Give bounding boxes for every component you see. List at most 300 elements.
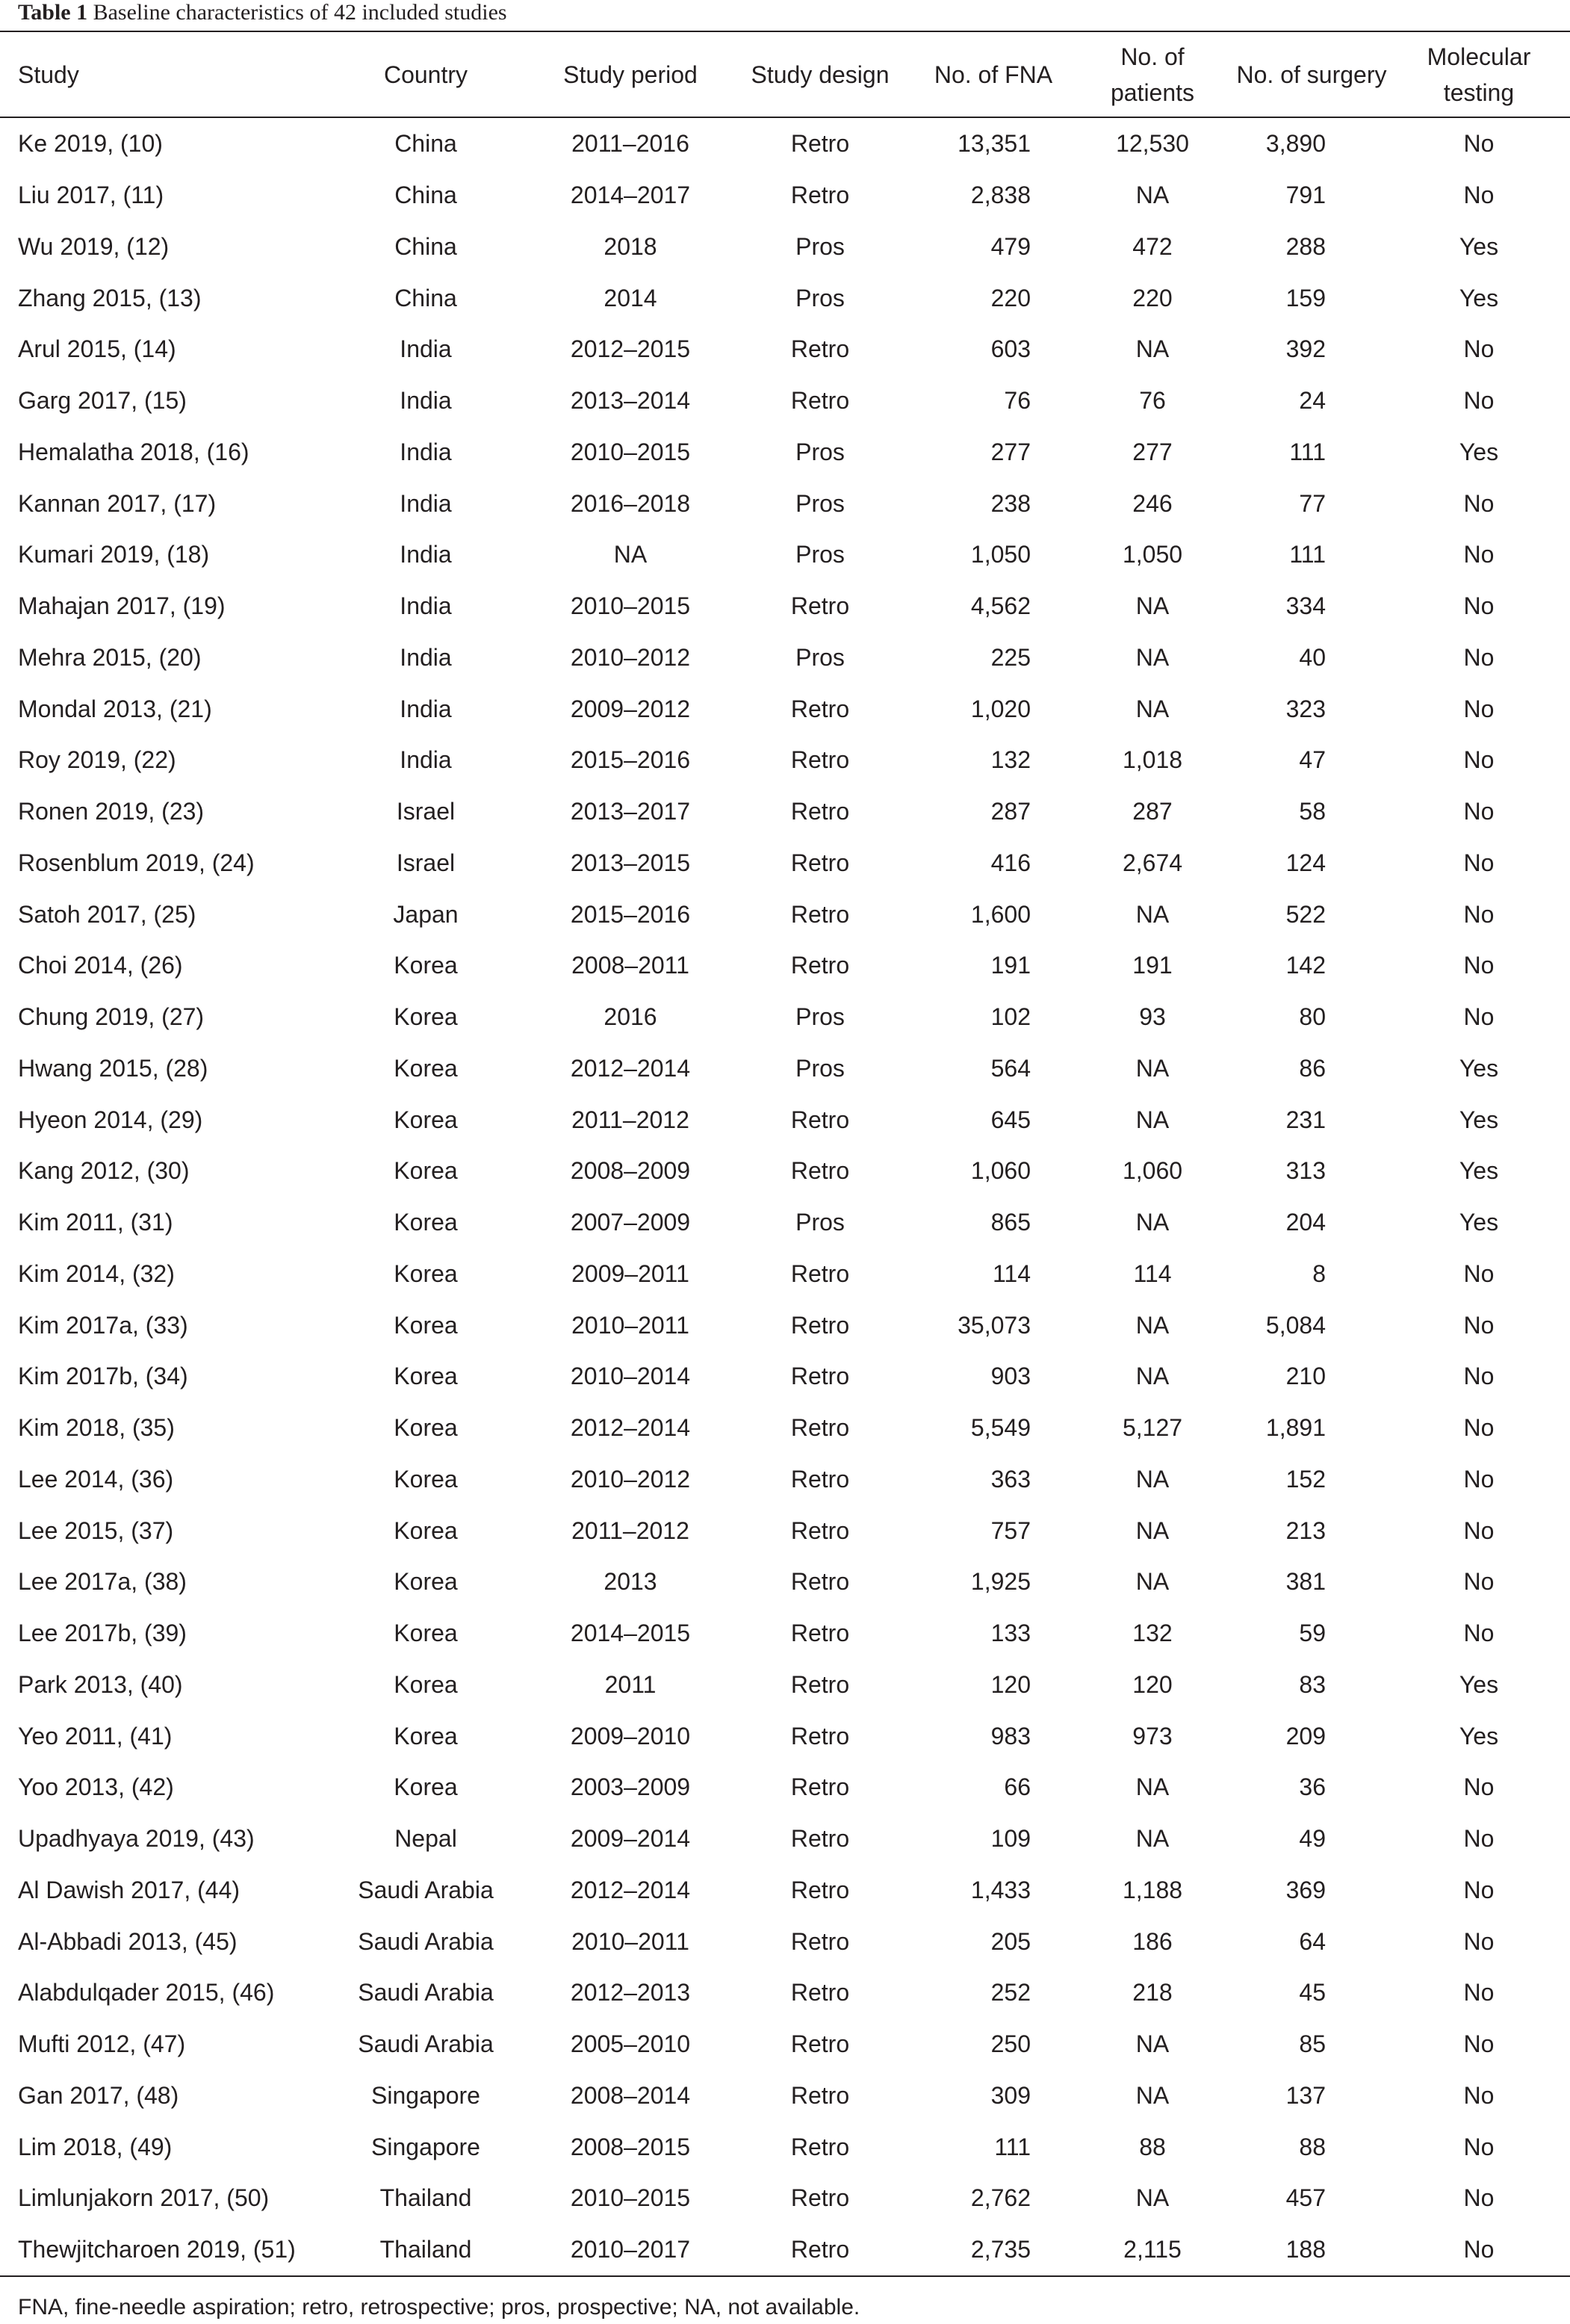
- cell-design: Retro: [790, 2081, 850, 2109]
- cell-molecular: No: [1463, 2081, 1495, 2109]
- column-header-patients: No. of patients: [1110, 43, 1195, 106]
- cell-study: Kim 2017b, (34): [18, 1363, 188, 1390]
- cell-surgery: 36: [1299, 1773, 1326, 1801]
- cell-period: 2010–2012: [570, 643, 691, 671]
- cell-fna: 191: [990, 952, 1031, 979]
- cell-fna: 983: [990, 1722, 1031, 1750]
- table-caption: [18, 1, 507, 24]
- cell-period: 2003–2009: [570, 1773, 691, 1801]
- cell-study: Park 2013, (40): [18, 1670, 183, 1698]
- cell-molecular: Yes: [1459, 438, 1499, 465]
- cell-study: Yeo 2011, (41): [18, 1722, 173, 1750]
- cell-country: Korea: [394, 1670, 458, 1698]
- column-header-surgery: No. of surgery: [1236, 61, 1387, 88]
- cell-fna: 416: [990, 849, 1031, 876]
- cell-surgery: 137: [1285, 2081, 1326, 2109]
- cell-fna: 2,735: [970, 2236, 1031, 2263]
- cell-design: Retro: [790, 1722, 850, 1750]
- table-footnote: FNA, fine-needle aspiration; retro, retrospective; pros, prospective; NA, not available.: [18, 2295, 860, 2320]
- cell-country: India: [400, 335, 452, 363]
- cell-period: 2010–2015: [570, 438, 691, 465]
- cell-patients: 287: [1132, 798, 1173, 825]
- cell-surgery: 59: [1299, 1620, 1326, 1647]
- cell-patients: 132: [1132, 1620, 1173, 1647]
- cell-country: Singapore: [371, 2133, 480, 2160]
- cell-period: 2012–2013: [570, 1979, 691, 2007]
- cell-period: 2009–2011: [571, 1259, 689, 1287]
- cell-country: China: [394, 182, 457, 209]
- cell-period: 2010–2015: [570, 592, 691, 620]
- table-row: [0, 529, 1570, 580]
- cell-fna: 1,433: [970, 1876, 1031, 1903]
- table-row: [0, 2224, 1570, 2275]
- table-row: [0, 2121, 1570, 2172]
- table-row: [0, 580, 1570, 632]
- cell-fna: 120: [990, 1670, 1031, 1698]
- cell-surgery: 88: [1299, 2133, 1326, 2160]
- cell-fna: 225: [990, 643, 1031, 671]
- cell-surgery: 159: [1285, 284, 1326, 312]
- cell-patients: 472: [1132, 232, 1173, 260]
- cell-molecular: No: [1463, 2184, 1495, 2212]
- cell-fna: 2,838: [970, 182, 1031, 209]
- cell-surgery: 209: [1285, 1722, 1326, 1750]
- cell-patients: NA: [1135, 1825, 1170, 1853]
- cell-country: Saudi Arabia: [358, 2030, 494, 2058]
- cell-fna: 564: [990, 1054, 1031, 1082]
- cell-country: India: [400, 387, 452, 415]
- cell-country: Korea: [394, 1414, 458, 1442]
- cell-molecular: No: [1463, 798, 1495, 825]
- cell-patients: NA: [1135, 2184, 1170, 2212]
- cell-design: Retro: [790, 1465, 850, 1493]
- cell-study: Lee 2017a, (38): [18, 1568, 187, 1596]
- cell-fna: 220: [990, 284, 1031, 312]
- cell-study: Mahajan 2017, (19): [18, 592, 226, 620]
- cell-fna: 645: [990, 1106, 1031, 1133]
- cell-period: 2011–2012: [571, 1106, 689, 1133]
- cell-fna: 35,073: [958, 1311, 1031, 1339]
- cell-period: 2010–2017: [570, 2236, 691, 2263]
- cell-fna: 102: [990, 1003, 1031, 1031]
- cell-study: Al-Abbadi 2013, (45): [18, 1927, 238, 1955]
- cell-study: Kang 2012, (30): [18, 1157, 190, 1185]
- cell-country: China: [394, 130, 457, 158]
- cell-patients: NA: [1135, 1054, 1170, 1082]
- cell-molecular: No: [1463, 746, 1495, 774]
- table-row: [0, 940, 1570, 991]
- cell-surgery: 231: [1285, 1106, 1326, 1133]
- cell-study: Kannan 2017, (17): [18, 489, 217, 517]
- cell-design: Retro: [790, 952, 850, 979]
- cell-patients: NA: [1135, 335, 1170, 363]
- cell-country: India: [400, 438, 452, 465]
- column-header-study: Study: [18, 61, 79, 88]
- cell-design: Pros: [795, 232, 845, 260]
- cell-patients: 1,060: [1122, 1157, 1183, 1185]
- cell-study: Garg 2017, (15): [18, 387, 187, 415]
- cell-study: Kumari 2019, (18): [18, 541, 210, 568]
- cell-fna: 5,549: [970, 1414, 1031, 1442]
- cell-surgery: 47: [1299, 746, 1326, 774]
- cell-surgery: 288: [1285, 232, 1326, 260]
- cell-design: Pros: [795, 438, 845, 465]
- cell-surgery: 111: [1289, 541, 1326, 568]
- cell-design: Retro: [790, 1363, 850, 1390]
- cell-surgery: 204: [1285, 1209, 1326, 1236]
- cell-surgery: 213: [1285, 1516, 1326, 1544]
- cell-molecular: Yes: [1459, 1106, 1499, 1133]
- table-row: [0, 2018, 1570, 2070]
- cell-study: Lim 2018, (49): [18, 2133, 173, 2160]
- cell-patients: NA: [1135, 1209, 1170, 1236]
- cell-country: Israel: [396, 849, 456, 876]
- cell-design: Pros: [795, 489, 845, 517]
- table-body: [0, 118, 1570, 2275]
- cell-study: Kim 2011, (31): [18, 1209, 173, 1236]
- cell-fna: 109: [990, 1825, 1031, 1853]
- cell-molecular: No: [1463, 592, 1495, 620]
- cell-patients: NA: [1135, 695, 1170, 722]
- cell-study: Hyeon 2014, (29): [18, 1106, 203, 1133]
- table-row: [0, 1967, 1570, 2018]
- cell-period: 2007–2009: [570, 1209, 691, 1236]
- cell-fna: 309: [990, 2081, 1031, 2109]
- table-row: [0, 221, 1570, 273]
- cell-country: China: [394, 284, 457, 312]
- table-row: [0, 477, 1570, 529]
- cell-surgery: 457: [1285, 2184, 1326, 2212]
- cell-fna: 66: [1004, 1773, 1031, 1801]
- cell-surgery: 392: [1285, 335, 1326, 363]
- cell-country: Korea: [394, 1620, 458, 1647]
- cell-fna: 363: [990, 1465, 1031, 1493]
- table-row: [0, 2070, 1570, 2122]
- cell-fna: 865: [990, 1209, 1031, 1236]
- table-row: [0, 1248, 1570, 1300]
- cell-period: NA: [613, 541, 648, 568]
- cell-fna: 1,050: [970, 541, 1031, 568]
- cell-molecular: No: [1463, 387, 1495, 415]
- cell-patients: NA: [1135, 643, 1170, 671]
- cell-study: Choi 2014, (26): [18, 952, 183, 979]
- cell-patients: 2,674: [1122, 849, 1183, 876]
- cell-study: Wu 2019, (12): [18, 232, 170, 260]
- cell-study: Mufti 2012, (47): [18, 2030, 186, 2058]
- cell-country: Korea: [394, 1722, 458, 1750]
- cell-country: Korea: [394, 1568, 458, 1596]
- cell-patients: 191: [1132, 952, 1173, 979]
- table-row: [0, 1608, 1570, 1659]
- cell-surgery: 334: [1285, 592, 1326, 620]
- cell-country: Thailand: [379, 2236, 472, 2263]
- table-row: [0, 888, 1570, 940]
- cell-design: Retro: [790, 1157, 850, 1185]
- cell-period: 2012–2014: [570, 1876, 691, 1903]
- cell-molecular: No: [1463, 952, 1495, 979]
- cell-molecular: No: [1463, 1876, 1495, 1903]
- cell-molecular: No: [1463, 130, 1495, 158]
- column-header-molecular-testing: Molecular testing: [1427, 43, 1531, 106]
- cell-surgery: 8: [1312, 1259, 1326, 1287]
- cell-surgery: 369: [1285, 1876, 1326, 1903]
- cell-country: Japan: [393, 900, 459, 928]
- cell-patients: NA: [1135, 1311, 1170, 1339]
- cell-country: Korea: [394, 1773, 458, 1801]
- cell-molecular: No: [1463, 1773, 1495, 1801]
- cell-study: Arul 2015, (14): [18, 335, 176, 363]
- cell-surgery: 85: [1299, 2030, 1326, 2058]
- cell-period: 2014: [604, 284, 657, 312]
- cell-patients: NA: [1135, 1773, 1170, 1801]
- cell-patients: NA: [1135, 2030, 1170, 2058]
- cell-country: India: [400, 592, 452, 620]
- table-row: [0, 991, 1570, 1043]
- cell-fna: 132: [990, 746, 1031, 774]
- cell-surgery: 64: [1299, 1927, 1326, 1955]
- cell-patients: 1,188: [1122, 1876, 1183, 1903]
- bottom-rule: [0, 2275, 1570, 2277]
- cell-patients: NA: [1135, 1363, 1170, 1390]
- cell-molecular: No: [1463, 1311, 1495, 1339]
- cell-period: 2013–2015: [570, 849, 691, 876]
- cell-study: Lee 2014, (36): [18, 1465, 174, 1493]
- cell-patients: NA: [1135, 900, 1170, 928]
- cell-fna: 252: [990, 1979, 1031, 2007]
- table-row: [0, 1915, 1570, 1967]
- cell-surgery: 381: [1285, 1568, 1326, 1596]
- cell-fna: 114: [992, 1259, 1031, 1287]
- cell-design: Retro: [790, 2236, 850, 2263]
- cell-period: 2010–2014: [570, 1363, 691, 1390]
- cell-fna: 13,351: [958, 130, 1031, 158]
- cell-study: Hemalatha 2018, (16): [18, 438, 249, 465]
- cell-country: Korea: [394, 1516, 458, 1544]
- cell-patients: NA: [1135, 1465, 1170, 1493]
- table-row: [0, 272, 1570, 323]
- cell-study: Lee 2015, (37): [18, 1516, 174, 1544]
- cell-period: 2005–2010: [570, 2030, 691, 2058]
- cell-study: Kim 2018, (35): [18, 1414, 175, 1442]
- cell-patients: 88: [1139, 2133, 1166, 2160]
- table-row: [0, 1865, 1570, 1916]
- cell-study: Ke 2019, (10): [18, 130, 163, 158]
- cell-period: 2011–2016: [571, 130, 689, 158]
- cell-fna: 1,020: [970, 695, 1031, 722]
- cell-fna: 2,762: [970, 2184, 1031, 2212]
- cell-molecular: No: [1463, 2030, 1495, 2058]
- cell-design: Retro: [790, 1106, 850, 1133]
- cell-patients: 1,050: [1122, 541, 1183, 568]
- table-row: [0, 1556, 1570, 1608]
- cell-design: Retro: [790, 900, 850, 928]
- cell-molecular: No: [1463, 849, 1495, 876]
- cell-design: Pros: [795, 643, 845, 671]
- cell-study: Mondal 2013, (21): [18, 695, 212, 722]
- table-row: [0, 683, 1570, 734]
- cell-surgery: 45: [1299, 1979, 1326, 2007]
- cell-patients: 5,127: [1122, 1414, 1183, 1442]
- cell-fna: 757: [990, 1516, 1031, 1544]
- cell-surgery: 40: [1299, 643, 1326, 671]
- cell-patients: 218: [1132, 1979, 1173, 2007]
- cell-country: Israel: [396, 798, 456, 825]
- table-row: [0, 1351, 1570, 1402]
- cell-patients: 120: [1132, 1670, 1173, 1698]
- cell-country: Saudi Arabia: [358, 1876, 494, 1903]
- cell-design: Retro: [790, 1927, 850, 1955]
- table-row: [0, 1402, 1570, 1454]
- cell-surgery: 142: [1285, 952, 1326, 979]
- cell-period: 2012–2014: [570, 1414, 691, 1442]
- cell-fna: 287: [990, 798, 1031, 825]
- cell-design: Retro: [790, 335, 850, 363]
- cell-design: Retro: [790, 1311, 850, 1339]
- cell-patients: 76: [1139, 387, 1166, 415]
- cell-period: 2013–2017: [570, 798, 691, 825]
- cell-molecular: No: [1463, 489, 1495, 517]
- cell-molecular: No: [1463, 541, 1495, 568]
- cell-patients: 246: [1132, 489, 1173, 517]
- cell-design: Retro: [790, 2133, 850, 2160]
- cell-surgery: 86: [1299, 1054, 1326, 1082]
- table-row: [0, 632, 1570, 684]
- cell-period: 2009–2014: [570, 1825, 691, 1853]
- table-row: [0, 118, 1570, 170]
- cell-design: Retro: [790, 798, 850, 825]
- cell-period: 2010–2012: [570, 1465, 691, 1493]
- cell-design: Pros: [795, 284, 845, 312]
- caption-label: Table 1: [18, 0, 88, 25]
- cell-study: Kim 2014, (32): [18, 1259, 175, 1287]
- cell-molecular: No: [1463, 335, 1495, 363]
- cell-molecular: Yes: [1459, 1722, 1499, 1750]
- table-row: [0, 427, 1570, 478]
- cell-molecular: No: [1463, 900, 1495, 928]
- cell-country: Saudi Arabia: [358, 1979, 494, 2007]
- cell-design: Pros: [795, 1003, 845, 1031]
- cell-surgery: 3,890: [1265, 130, 1326, 158]
- table-row: [0, 1505, 1570, 1556]
- cell-molecular: No: [1463, 1620, 1495, 1647]
- cell-period: 2010–2015: [570, 2184, 691, 2212]
- cell-period: 2009–2012: [570, 695, 691, 722]
- table-row: [0, 1813, 1570, 1865]
- cell-molecular: Yes: [1459, 1670, 1499, 1698]
- cell-period: 2014–2017: [570, 182, 691, 209]
- cell-surgery: 188: [1285, 2236, 1326, 2263]
- cell-surgery: 313: [1285, 1157, 1326, 1185]
- cell-patients: 220: [1132, 284, 1173, 312]
- cell-study: Al Dawish 2017, (44): [18, 1876, 241, 1903]
- cell-country: China: [394, 232, 457, 260]
- cell-surgery: 80: [1299, 1003, 1326, 1031]
- cell-period: 2018: [604, 232, 657, 260]
- cell-country: Korea: [394, 1157, 458, 1185]
- cell-design: Retro: [790, 1414, 850, 1442]
- cell-molecular: Yes: [1459, 232, 1499, 260]
- cell-study: Hwang 2015, (28): [18, 1054, 208, 1082]
- cell-country: Thailand: [379, 2184, 472, 2212]
- cell-design: Retro: [790, 1568, 850, 1596]
- cell-design: Retro: [790, 1979, 850, 2007]
- cell-design: Pros: [795, 541, 845, 568]
- cell-molecular: Yes: [1459, 284, 1499, 312]
- cell-design: Retro: [790, 849, 850, 876]
- cell-patients: NA: [1135, 592, 1170, 620]
- cell-period: 2013–2014: [570, 387, 691, 415]
- cell-molecular: No: [1463, 1825, 1495, 1853]
- cell-design: Retro: [790, 1516, 850, 1544]
- cell-design: Retro: [790, 1773, 850, 1801]
- cell-patients: 186: [1132, 1927, 1173, 1955]
- cell-study: Zhang 2015, (13): [18, 284, 202, 312]
- table-row: [0, 1197, 1570, 1248]
- cell-study: Mehra 2015, (20): [18, 643, 202, 671]
- cell-design: Retro: [790, 695, 850, 722]
- cell-country: Saudi Arabia: [358, 1927, 494, 1955]
- cell-country: Korea: [394, 1209, 458, 1236]
- cell-fna: 238: [990, 489, 1031, 517]
- cell-molecular: No: [1463, 1516, 1495, 1544]
- table-row: [0, 323, 1570, 375]
- cell-patients: NA: [1135, 1568, 1170, 1596]
- cell-surgery: 791: [1285, 182, 1326, 209]
- cell-period: 2015–2016: [570, 746, 691, 774]
- cell-study: Kim 2017a, (33): [18, 1311, 188, 1339]
- cell-study: Liu 2017, (11): [18, 182, 164, 209]
- cell-country: Korea: [394, 1003, 458, 1031]
- cell-surgery: 1,891: [1265, 1414, 1326, 1442]
- table-row: [0, 375, 1570, 427]
- cell-surgery: 49: [1299, 1825, 1326, 1853]
- cell-period: 2015–2016: [570, 900, 691, 928]
- cell-study: Yoo 2013, (42): [18, 1773, 174, 1801]
- cell-patients: 93: [1139, 1003, 1166, 1031]
- cell-design: Retro: [790, 387, 850, 415]
- cell-patients: 2,115: [1123, 2236, 1182, 2263]
- cell-period: 2012–2015: [570, 335, 691, 363]
- table-row: [0, 1659, 1570, 1711]
- cell-design: Retro: [790, 746, 850, 774]
- cell-surgery: 210: [1285, 1363, 1326, 1390]
- table-row: [0, 786, 1570, 837]
- cell-period: 2012–2014: [570, 1054, 691, 1082]
- table-row: [0, 1454, 1570, 1505]
- table-header: [0, 32, 1570, 117]
- cell-surgery: 24: [1299, 387, 1326, 415]
- cell-study: Chung 2019, (27): [18, 1003, 205, 1031]
- cell-period: 2014–2015: [570, 1620, 691, 1647]
- cell-period: 2011: [604, 1670, 657, 1698]
- column-header-fna: No. of FNA: [934, 61, 1053, 88]
- cell-study: Roy 2019, (22): [18, 746, 176, 774]
- cell-period: 2008–2015: [570, 2133, 691, 2160]
- cell-patients: NA: [1135, 1516, 1170, 1544]
- cell-fna: 133: [990, 1620, 1031, 1647]
- cell-molecular: No: [1463, 1465, 1495, 1493]
- cell-fna: 277: [990, 438, 1031, 465]
- cell-study: Upadhyaya 2019, (43): [18, 1825, 255, 1853]
- cell-patients: NA: [1135, 182, 1170, 209]
- cell-period: 2009–2010: [570, 1722, 691, 1750]
- cell-country: Korea: [394, 1054, 458, 1082]
- cell-design: Retro: [790, 2184, 850, 2212]
- cell-country: Nepal: [394, 1825, 457, 1853]
- cell-country: Korea: [394, 1259, 458, 1287]
- cell-patients: 12,530: [1116, 130, 1189, 158]
- cell-molecular: No: [1463, 643, 1495, 671]
